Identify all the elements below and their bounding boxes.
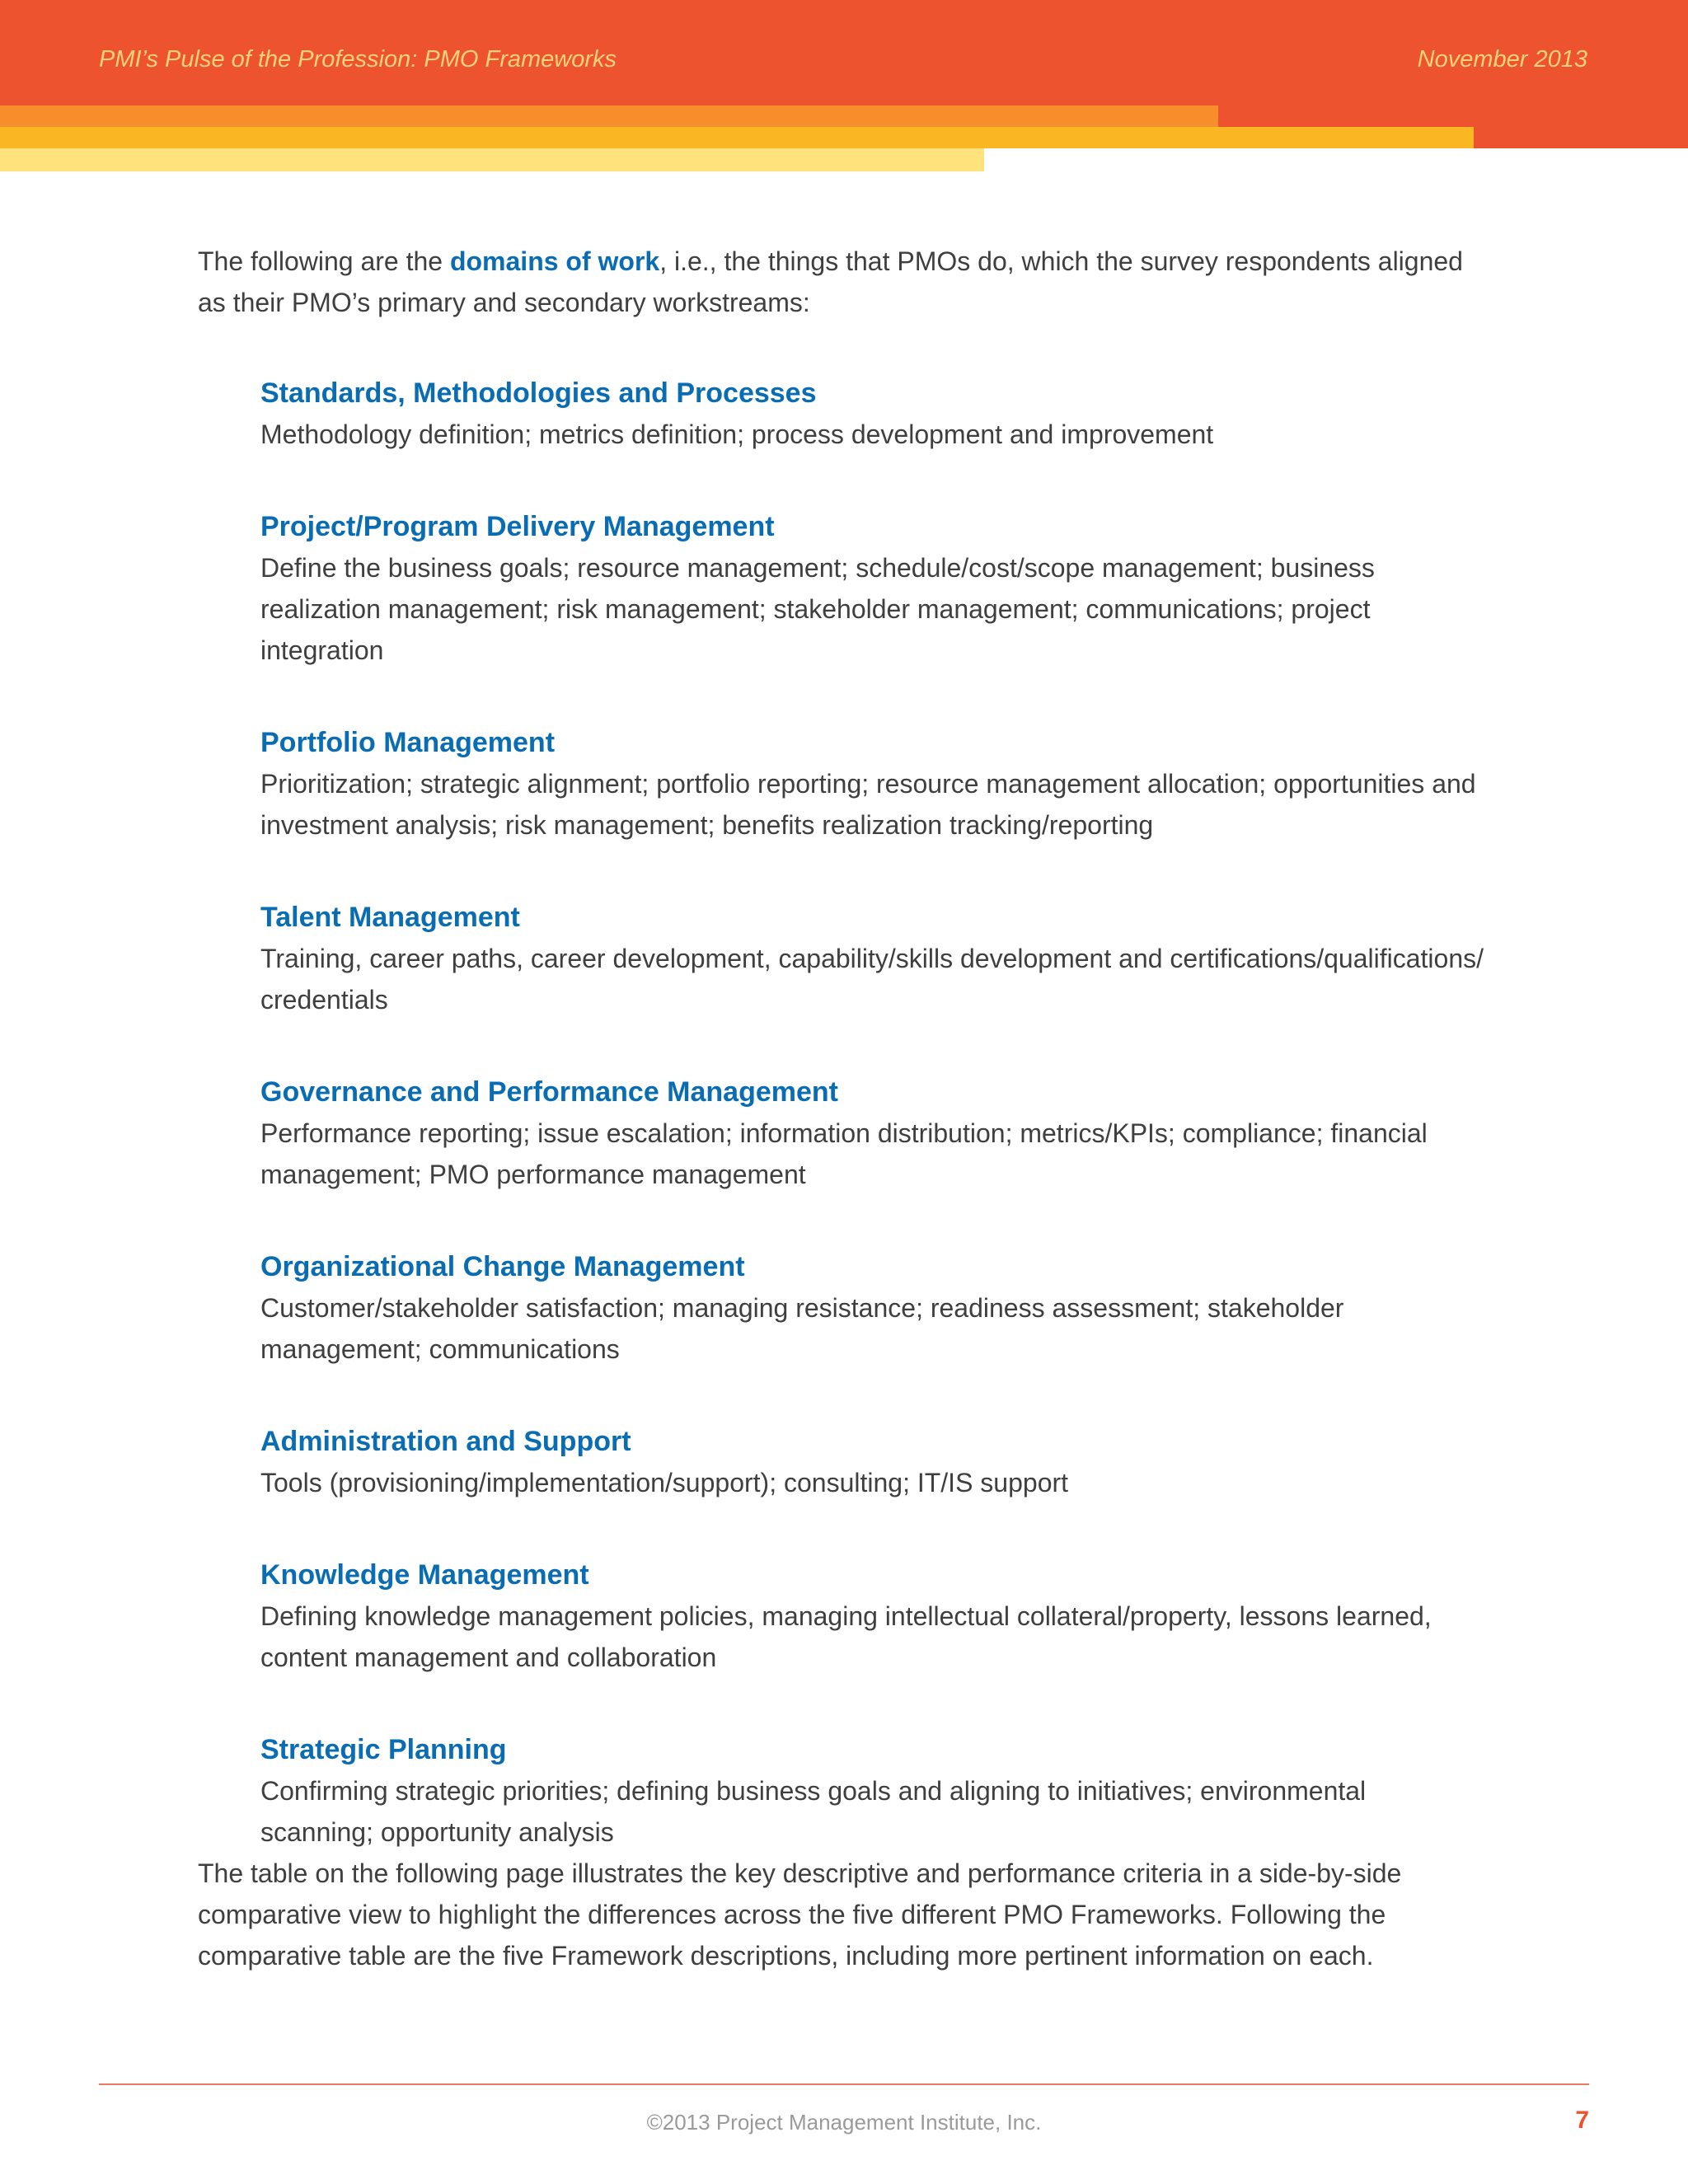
intro-after: , i.e., the things that PMOs do, which the survey respondents aligned as their PMO’s primary and secondary workstreams: <box>198 246 1463 317</box>
decorative-stripe-orange <box>0 105 1218 127</box>
intro-before: The following are the <box>198 246 450 276</box>
domain-description: Methodology definition; metrics definition; process development and improvement <box>260 419 1214 449</box>
domain-item <box>260 373 1484 455</box>
domain-title: Portfolio Management <box>260 727 556 758</box>
domain-item <box>260 1071 1484 1195</box>
domain-item <box>260 1729 1484 1853</box>
report-title: PMI’s Pulse of the Profession: PMO Frameworks <box>99 46 617 73</box>
closing-paragraph: The table on the following page illustrates the key descriptive and performance criteria in a side-by-side comparative view to highlight the differences across the five different PMO Frameworks. Following the comparative table are the five Framework descriptions, including more pertinent information on each. <box>198 1858 1402 1971</box>
domain-title: Governance and Performance Management <box>260 1076 839 1108</box>
domain-description: Defining knowledge management policies, managing intellectual collateral/property, lessons learned, content management and collaboration <box>260 1601 1432 1672</box>
domain-item <box>260 1554 1484 1678</box>
footer-divider <box>99 2083 1589 2085</box>
domain-title: Organizational Change Management <box>260 1251 745 1282</box>
intro-paragraph <box>198 241 1484 323</box>
domain-item <box>260 1246 1484 1370</box>
domain-title: Knowledge Management <box>260 1559 589 1591</box>
domain-item <box>260 1421 1484 1503</box>
domain-description: Training, career paths, career development, capability/skills development and certifications/qualifications/ credentials <box>260 944 1484 1015</box>
domain-description: Tools (provisioning/implementation/support); consulting; IT/IS support <box>260 1468 1069 1497</box>
domains-list <box>198 373 1484 1853</box>
domain-title: Standards, Methodologies and Processes <box>260 377 817 409</box>
decorative-stripe-yellow <box>0 148 984 171</box>
domain-title: Administration and Support <box>260 1426 631 1457</box>
intro-emphasis: domains of work <box>449 246 660 276</box>
domain-description: Prioritization; strategic alignment; portfolio reporting; resource management allocation; opportunities and investment analysis; risk management; benefits realization tracking/reporting <box>260 769 1476 840</box>
footer-copyright: ©2013 Project Management Institute, Inc. <box>646 2110 1042 2135</box>
domain-item <box>260 722 1484 846</box>
domain-description: Performance reporting; issue escalation; information distribution; metrics/KPIs; compliance; financial management; PMO performance management <box>260 1118 1428 1189</box>
domain-item <box>260 897 1484 1020</box>
report-date: November 2013 <box>1417 46 1587 73</box>
decorative-stripe-amber <box>0 127 1474 148</box>
domain-item <box>260 506 1484 671</box>
domain-title: Strategic Planning <box>260 1734 507 1765</box>
domain-description: Customer/stakeholder satisfaction; managing resistance; readiness assessment; stakeholder management; communications <box>260 1293 1344 1364</box>
domain-description: Confirming strategic priorities; defining business goals and aligning to initiatives; environmental scanning; opportunity analysis <box>260 1776 1367 1847</box>
page-content <box>198 241 1484 1976</box>
domain-title: Project/Program Delivery Management <box>260 511 775 542</box>
page-number: 7 <box>1575 2107 1589 2134</box>
domain-title: Talent Management <box>260 902 520 933</box>
domain-description: Define the business goals; resource management; schedule/cost/scope management; business realization management; risk management; stakeholder management; communications; project integration <box>260 553 1375 665</box>
